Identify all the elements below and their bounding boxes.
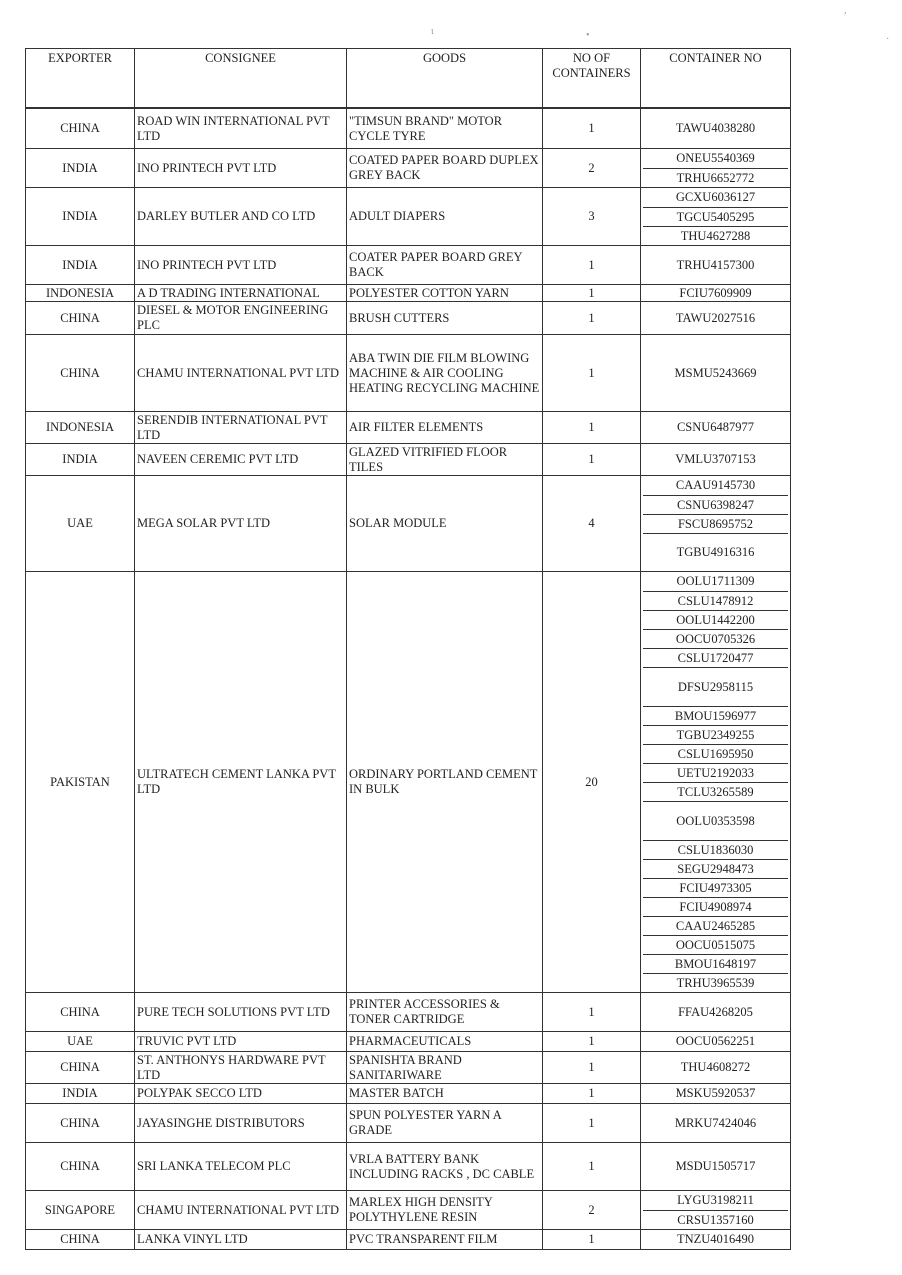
exporter-cell: CHINA [26,1104,135,1143]
container-list [643,572,788,992]
table-row [26,444,791,476]
table-header-row [26,49,791,109]
container-no-cell [641,1230,791,1250]
goods-cell: MASTER BATCH [347,1084,543,1104]
container-no-cell [641,149,791,188]
container-count-cell: 1 [543,1084,641,1104]
container-count-cell: 1 [543,1032,641,1052]
exporter-cell: CHINA [26,1143,135,1191]
container-count-cell: 1 [543,285,641,302]
container-number: CSLU1695950 [643,744,788,763]
header-container-no: CONTAINER NO [641,49,791,109]
table-row [26,1084,791,1104]
exporter-cell: CHINA [26,335,135,412]
container-list [643,188,788,245]
container-number: THU4608272 [680,1060,751,1074]
goods-cell: ADULT DIAPERS [347,188,543,246]
container-no-cell [641,335,791,412]
table-row [26,1191,791,1230]
container-no-cell [641,444,791,476]
goods-cell: MARLEX HIGH DENSITY POLYTHYLENE RESIN [347,1191,543,1230]
goods-cell: SPUN POLYESTER YARN A GRADE [347,1104,543,1143]
consignee-cell: INO PRINTECH PVT LTD [135,246,347,285]
table-row [26,335,791,412]
table-row [26,1052,791,1084]
container-count-cell: 1 [543,335,641,412]
table-row [26,993,791,1032]
consignee-cell: SERENDIB INTERNATIONAL PVT LTD [135,412,347,444]
container-number: TAWU4038280 [675,121,756,135]
container-number: BMOU1596977 [643,706,788,725]
container-count-cell: 1 [543,993,641,1032]
consignee-cell: SRI LANKA TELECOM PLC [135,1143,347,1191]
header-exporter: EXPORTER [26,49,135,109]
container-no-cell [641,1104,791,1143]
table-row [26,1104,791,1143]
container-no-cell [641,993,791,1032]
table-row [26,188,791,246]
container-no-cell [641,1084,791,1104]
container-number: CAAU2465285 [643,916,788,935]
table-row [26,1143,791,1191]
container-number: FCIU4973305 [643,878,788,897]
goods-cell: COATER PAPER BOARD GREY BACK [347,246,543,285]
header-consignee: CONSIGNEE [135,49,347,109]
container-number: ONEU5540369 [676,151,755,165]
exporter-cell: CHINA [26,1230,135,1250]
container-number: TRHU4157300 [676,257,755,272]
exporter-cell: INDIA [26,149,135,188]
container-number: SEGU2948473 [643,859,788,878]
table-row [26,285,791,302]
container-count-cell: 1 [543,1104,641,1143]
consignee-cell: A D TRADING INTERNATIONAL [135,285,347,302]
container-number: TRHU3965539 [643,973,788,992]
exporter-cell: UAE [26,476,135,572]
container-no-cell [641,572,791,993]
container-no-cell [641,476,791,572]
container-list [643,1230,788,1249]
container-list [643,993,788,1031]
container-number: MSMU5243669 [674,365,757,380]
container-count-cell: 1 [543,108,641,149]
container-count-cell: 1 [543,412,641,444]
consignee-cell: MEGA SOLAR PVT LTD [135,476,347,572]
container-number: MRKU7424046 [674,1115,757,1130]
scan-mark: • [586,30,590,41]
consignee-cell: CHAMU INTERNATIONAL PVT LTD [135,1191,347,1230]
container-no-cell [641,188,791,246]
exporter-cell: INDONESIA [26,285,135,302]
container-manifest-table [25,48,791,1250]
table-row [26,108,791,149]
container-number: TNZU4016490 [676,1232,755,1246]
table-row [26,149,791,188]
container-list [643,285,788,301]
header-no-of-containers: NO OF CONTAINERS [543,49,641,109]
goods-cell: PVC TRANSPARENT FILM [347,1230,543,1250]
consignee-cell: PURE TECH SOLUTIONS PVT LTD [135,993,347,1032]
container-list [643,444,788,475]
container-number: TRHU6652772 [643,168,788,187]
table-row [26,302,791,335]
container-no-cell [641,246,791,285]
exporter-cell: CHINA [26,993,135,1032]
container-list [643,412,788,443]
exporter-cell: INDIA [26,188,135,246]
container-number: TCLU3265589 [643,782,788,801]
container-list [643,1104,788,1142]
container-no-cell [641,412,791,444]
table-row [26,476,791,572]
container-list [643,335,788,411]
container-number: OOLU0353598 [643,801,788,840]
container-count-cell: 1 [543,302,641,335]
container-number: DFSU2958115 [643,667,788,706]
container-number: OOCU0515075 [643,935,788,954]
consignee-cell: INO PRINTECH PVT LTD [135,149,347,188]
exporter-cell: SINGAPORE [26,1191,135,1230]
container-list [643,302,788,334]
exporter-cell: CHINA [26,302,135,335]
table-row [26,572,791,993]
container-number: GCXU6036127 [675,190,756,204]
container-count-cell: 3 [543,188,641,246]
exporter-cell: UAE [26,1032,135,1052]
container-no-cell [641,302,791,335]
container-number: TAWU2027516 [675,310,756,325]
container-count-cell: 1 [543,1143,641,1191]
consignee-cell: NAVEEN CEREMIC PVT LTD [135,444,347,476]
container-number: FCIU7609909 [679,285,752,300]
container-number: UETU2192033 [643,763,788,782]
container-number: CSLU1836030 [643,840,788,859]
container-number: OOLU1442200 [643,610,788,629]
exporter-cell: INDONESIA [26,412,135,444]
container-list [643,1084,788,1103]
container-number: VMLU3707153 [675,452,756,466]
goods-cell: POLYESTER COTTON YARN [347,285,543,302]
goods-cell: GLAZED VITRIFIED FLOOR TILES [347,444,543,476]
container-number: LYGU3198211 [677,1193,754,1207]
container-count-cell: 20 [543,572,641,993]
container-list [643,476,788,571]
goods-cell: PHARMACEUTICALS [347,1032,543,1052]
container-number: CRSU1357160 [643,1210,788,1229]
goods-cell: PRINTER ACCESSORIES & TONER CARTRIDGE [347,993,543,1032]
scan-mark: , [844,5,847,16]
goods-cell: COATED PAPER BOARD DUPLEX GREY BACK [347,149,543,188]
exporter-cell: CHINA [26,108,135,149]
container-list [643,1191,788,1229]
container-number: TGBU2349255 [643,725,788,744]
container-list [643,109,788,148]
scan-mark: ι [431,26,434,37]
header-goods: GOODS [347,49,543,109]
container-count-cell: 1 [543,1052,641,1084]
exporter-cell: PAKISTAN [26,572,135,993]
exporter-cell: INDIA [26,444,135,476]
goods-cell: BRUSH CUTTERS [347,302,543,335]
container-number: CSNU6487977 [676,420,755,434]
goods-cell: SPANISHTA BRAND SANITARIWARE [347,1052,543,1084]
container-no-cell [641,1052,791,1084]
container-number: CAAU9145730 [675,478,756,492]
exporter-cell: INDIA [26,246,135,285]
container-no-cell [641,1032,791,1052]
consignee-cell: DARLEY BUTLER AND CO LTD [135,188,347,246]
consignee-cell: CHAMU INTERNATIONAL PVT LTD [135,335,347,412]
container-no-cell [641,1143,791,1191]
container-number: BMOU1648197 [643,954,788,973]
container-number: CSLU1720477 [643,648,788,667]
container-number: FFAU4268205 [678,1004,753,1019]
container-number: FSCU8695752 [643,514,788,533]
container-number: CSNU6398247 [643,495,788,514]
table-body [26,108,791,1250]
container-number: MSDU1505717 [675,1159,756,1173]
container-count-cell: 2 [543,149,641,188]
table-row [26,1230,791,1250]
container-number: FCIU4908974 [643,897,788,916]
table-row [26,1032,791,1052]
exporter-cell: CHINA [26,1052,135,1084]
consignee-cell: DIESEL & MOTOR ENGINEERING PLC [135,302,347,335]
consignee-cell: POLYPAK SECCO LTD [135,1084,347,1104]
scan-mark: · [886,34,890,45]
container-count-cell: 2 [543,1191,641,1230]
consignee-cell: ROAD WIN INTERNATIONAL PVT LTD [135,108,347,149]
container-count-cell: 1 [543,1230,641,1250]
container-list [643,1052,788,1083]
container-count-cell: 1 [543,444,641,476]
container-number: TGBU4916316 [643,533,788,571]
container-no-cell [641,285,791,302]
container-number: TGCU5405295 [643,207,788,226]
consignee-cell: ULTRATECH CEMENT LANKA PVT LTD [135,572,347,993]
container-list [643,149,788,187]
table-row [26,412,791,444]
container-number: THU4627288 [643,226,788,245]
goods-cell: ORDINARY PORTLAND CEMENT IN BULK [347,572,543,993]
container-number: CSLU1478912 [643,591,788,610]
goods-cell: AIR FILTER ELEMENTS [347,412,543,444]
container-no-cell [641,1191,791,1230]
container-list [643,246,788,284]
container-list [643,1143,788,1190]
container-number: MSKU5920537 [675,1086,756,1100]
container-count-cell: 1 [543,246,641,285]
goods-cell: VRLA BATTERY BANK INCLUDING RACKS , DC CABLE [347,1143,543,1191]
consignee-cell: TRUVIC PVT LTD [135,1032,347,1052]
goods-cell: "TIMSUN BRAND" MOTOR CYCLE TYRE [347,108,543,149]
container-no-cell [641,108,791,149]
container-number: OOCU0705326 [643,629,788,648]
container-count-cell: 4 [543,476,641,572]
consignee-cell: JAYASINGHE DISTRIBUTORS [135,1104,347,1143]
container-list [643,1032,788,1051]
goods-cell: ABA TWIN DIE FILM BLOWING MACHINE & AIR COOLING HEATING RECYCLING MACHINE [347,335,543,412]
container-number: OOCU0562251 [675,1034,756,1048]
exporter-cell: INDIA [26,1084,135,1104]
consignee-cell: ST. ANTHONYS HARDWARE PVT LTD [135,1052,347,1084]
consignee-cell: LANKA VINYL LTD [135,1230,347,1250]
container-number: OOLU1711309 [676,574,755,588]
table-row [26,246,791,285]
goods-cell: SOLAR MODULE [347,476,543,572]
